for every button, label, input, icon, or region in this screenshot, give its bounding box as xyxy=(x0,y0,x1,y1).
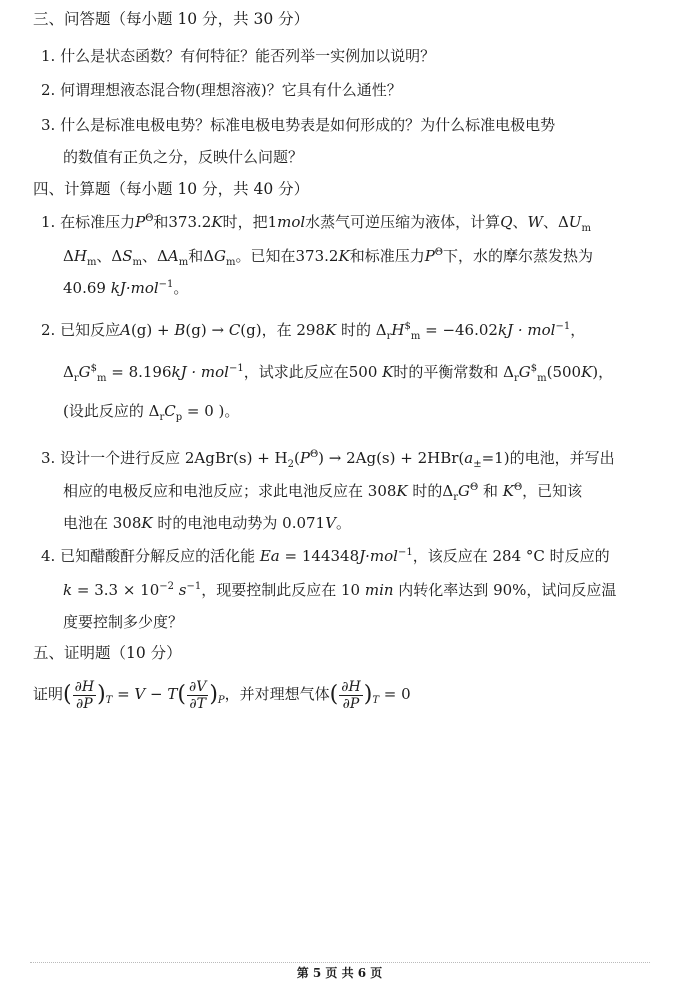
s3-question-3-line-1: 3. 什么是标准电极电势？标准电极电势表是如何形成的？为什么标准电极电势 xyxy=(41,116,556,134)
section-3-title: 三、问答题 xyxy=(33,10,111,28)
section-5-heading xyxy=(33,643,182,663)
s4-question-4-line-1: 4. 已知醋酸酐分解反应的活化能 Ea = 144348J·mol$^{-1}$，该反应在 284 °C 时反应的 xyxy=(41,547,610,565)
section-5-note: （10 分） xyxy=(110,644,182,662)
s3-question-2: 2. 何谓理想液态混合物(理想溶液)？它具有什么通性？ xyxy=(41,81,402,99)
s3-question-1: 1. 什么是状态函数？有何特征？能否列举一实例加以说明？ xyxy=(41,47,436,65)
s4-question-3-line-2: 相应的电极反应和电池反应；求此电池反应在 308K 时的$\Delta_rG^\Theta$ 和 $K^\Theta$，已知该 xyxy=(63,482,583,503)
s3-question-3-line-2: 的数值有正负之分，反映什么问题？ xyxy=(63,148,304,166)
section-4-note: （每小题 10 分，共 40 分） xyxy=(110,180,310,198)
s4-question-2-line-2: $\Delta_rG^{\$}_m = 8.196kJ \cdot mol^{-1}$，试求此反应在500 K时的平衡常数和 $\Delta_rG^{\$}_m(500K)$， xyxy=(63,363,614,384)
s4-question-1-line-2: $\Delta H_m$、$\Delta S_m$、$\Delta A_m$和$\Delta G_m$。已知在373.2K和标准压力$P^\Theta$下，水的摩尔蒸发热为 xyxy=(63,247,594,268)
s4-question-2-line-1: 2. 已知反应A(g) + B(g) → C(g)，在 298K 时的 $\Delta_rH^{\$}_m = -46.02kJ \cdot mol^{-1}$， xyxy=(41,321,586,342)
section-4-heading xyxy=(33,179,309,199)
section-3-note: （每小题 10 分，共 30 分） xyxy=(110,10,310,28)
s4-question-3-line-3: 电池在 308K 时的电池电动势为 0.071V。 xyxy=(63,514,351,532)
s4-question-1-line-3: 40.69 kJ·mol$^{-1}$。 xyxy=(63,279,189,297)
section-3-heading xyxy=(33,9,309,29)
s4-question-3-line-1: 3. 设计一个进行反应 2AgBr(s) + $H_2(P^\Theta) \to 2Ag(s) + 2HBr(a_\pm=1)$的电池，并写出 xyxy=(41,449,615,470)
s4-question-2-line-3: (设此反应的 $\Delta_rC_p = 0$ )。 xyxy=(63,402,240,423)
s4-question-4-line-2: $k = 3.3 \times 10^{-2}$ $s^{-1}$，现要控制此反应在 10 min 内转化率达到 90%，试问反应温 xyxy=(63,581,617,599)
s4-question-4-line-3: 度要控制多少度？ xyxy=(63,613,184,631)
section-5-title: 五、证明题 xyxy=(33,644,111,662)
s4-question-1-line-1: 1. 在标准压力$P^\Theta$和373.2K时，把1mol水蒸气可逆压缩为液体，计算Q、W、$\Delta U_m$ xyxy=(41,213,591,234)
section-4-title: 四、计算题 xyxy=(33,180,111,198)
page-footer: 第 5 页 共 6 页 xyxy=(296,966,383,980)
s5-proof-statement: 证明( $\frac{\partial H}{\partial P}$ )$_T = V - T$( $\frac{\partial V}{\partial T}$ )$_P$，并对理想气体( $\frac{\partial H}{\partial P}$ )$_T = 0$ xyxy=(33,678,411,712)
